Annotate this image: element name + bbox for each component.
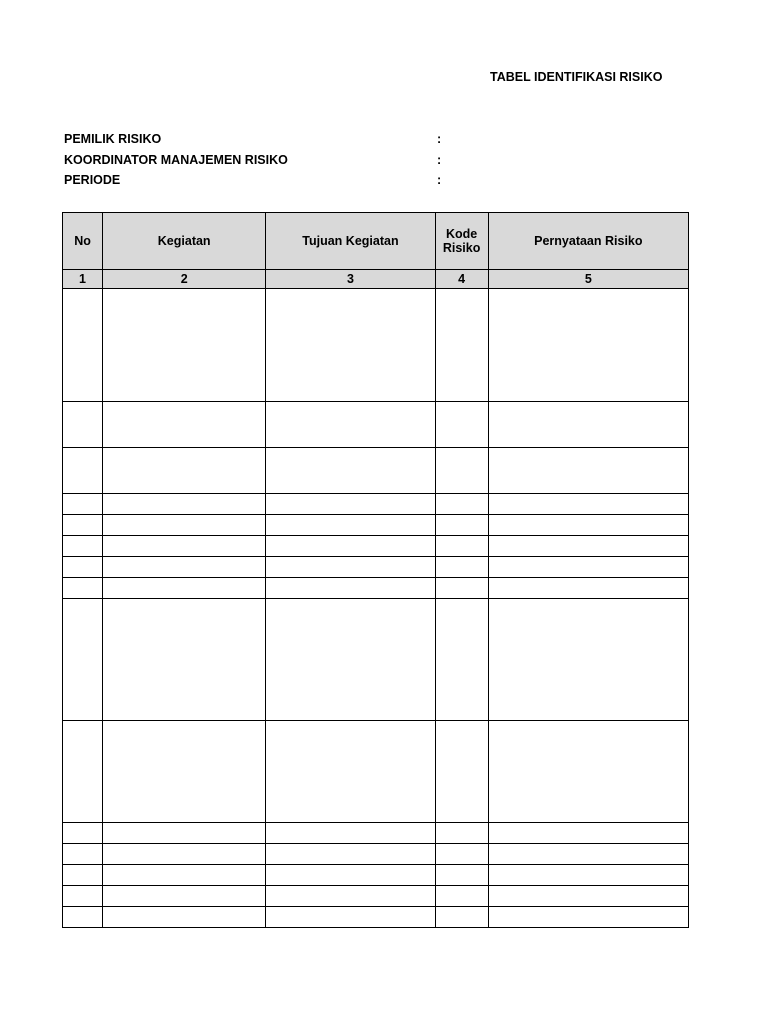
table-cell[interactable] <box>435 402 488 448</box>
table-row <box>63 494 689 515</box>
table-cell[interactable] <box>488 402 688 448</box>
table-header-row <box>63 213 689 270</box>
table-cell[interactable] <box>488 823 688 844</box>
table-cell[interactable] <box>435 515 488 536</box>
meta-row-koordinator <box>64 152 442 173</box>
table-cell[interactable] <box>63 907 103 928</box>
table-cell[interactable] <box>103 557 266 578</box>
table-cell[interactable] <box>266 557 435 578</box>
table-cell[interactable] <box>63 536 103 557</box>
header-no: No <box>63 213 103 270</box>
table-cell[interactable] <box>488 907 688 928</box>
table-cell[interactable] <box>488 721 688 823</box>
table-cell[interactable] <box>63 557 103 578</box>
table-cell[interactable] <box>488 599 688 721</box>
meta-label-periode: PERIODE <box>64 173 121 187</box>
header-pernyataan-risiko: Pernyataan Risiko <box>488 213 688 270</box>
table-cell[interactable] <box>63 448 103 494</box>
table-cell[interactable] <box>488 578 688 599</box>
table-cell[interactable] <box>63 823 103 844</box>
table-cell[interactable] <box>266 886 435 907</box>
column-number: 1 <box>63 270 103 289</box>
table-cell[interactable] <box>266 721 435 823</box>
table-cell[interactable] <box>266 578 435 599</box>
table-cell[interactable] <box>266 865 435 886</box>
table-cell[interactable] <box>266 536 435 557</box>
table-cell[interactable] <box>103 494 266 515</box>
table-cell[interactable] <box>103 886 266 907</box>
table-cell[interactable] <box>103 599 266 721</box>
table-cell[interactable] <box>435 578 488 599</box>
meta-label-pemilik-risiko: PEMILIK RISIKO <box>64 132 162 146</box>
table-cell[interactable] <box>63 886 103 907</box>
table-cell[interactable] <box>266 599 435 721</box>
table-row <box>63 578 689 599</box>
table-cell[interactable] <box>435 494 488 515</box>
table-cell[interactable] <box>103 865 266 886</box>
table-cell[interactable] <box>488 865 688 886</box>
table-cell[interactable] <box>103 402 266 448</box>
table-row <box>63 721 689 823</box>
table-cell[interactable] <box>63 578 103 599</box>
meta-colon: : <box>437 152 442 167</box>
table-cell[interactable] <box>266 289 435 402</box>
header-kegiatan: Kegiatan <box>103 213 266 270</box>
table-cell[interactable] <box>266 907 435 928</box>
table-cell[interactable] <box>488 536 688 557</box>
table-row <box>63 865 689 886</box>
meta-section <box>64 131 442 193</box>
table-cell[interactable] <box>435 536 488 557</box>
meta-row-pemilik-risiko <box>64 131 442 152</box>
table-cell[interactable] <box>435 599 488 721</box>
table-cell[interactable] <box>488 515 688 536</box>
table-cell[interactable] <box>488 289 688 402</box>
table-cell[interactable] <box>488 448 688 494</box>
table-cell[interactable] <box>103 721 266 823</box>
table-row <box>63 536 689 557</box>
meta-colon: : <box>437 132 442 146</box>
header-kode-risiko <box>435 213 488 270</box>
table-cell[interactable] <box>103 578 266 599</box>
table-cell[interactable] <box>103 907 266 928</box>
table-cell[interactable] <box>435 289 488 402</box>
risk-identification-table <box>62 212 689 928</box>
table-cell[interactable] <box>488 557 688 578</box>
column-number: 4 <box>435 270 488 289</box>
table-cell[interactable] <box>435 907 488 928</box>
column-number: 5 <box>488 270 688 289</box>
table-row <box>63 599 689 721</box>
table-cell[interactable] <box>266 515 435 536</box>
table-cell[interactable] <box>63 402 103 448</box>
table-cell[interactable] <box>63 515 103 536</box>
table-row <box>63 557 689 578</box>
meta-row-periode <box>64 172 442 193</box>
table-row <box>63 823 689 844</box>
table-row <box>63 402 689 448</box>
meta-label-koordinator: KOORDINATOR MANAJEMEN RISIKO <box>64 152 288 167</box>
table-cell[interactable] <box>266 844 435 865</box>
column-number: 2 <box>103 270 266 289</box>
meta-colon: : <box>437 173 442 187</box>
table-row <box>63 448 689 494</box>
table-cell[interactable] <box>103 448 266 494</box>
table-cell[interactable] <box>63 844 103 865</box>
table-row <box>63 844 689 865</box>
table-cell[interactable] <box>435 886 488 907</box>
table-row <box>63 907 689 928</box>
table-cell[interactable] <box>103 536 266 557</box>
table-cell[interactable] <box>488 844 688 865</box>
table-cell[interactable] <box>488 494 688 515</box>
table-cell[interactable] <box>266 402 435 448</box>
column-number-row <box>63 270 689 289</box>
table-row <box>63 886 689 907</box>
table-cell[interactable] <box>103 515 266 536</box>
table-cell[interactable] <box>103 289 266 402</box>
table-row <box>63 289 689 402</box>
table-cell[interactable] <box>266 494 435 515</box>
table-cell[interactable] <box>63 599 103 721</box>
table-cell[interactable] <box>63 865 103 886</box>
table-cell[interactable] <box>266 448 435 494</box>
table-cell[interactable] <box>435 865 488 886</box>
document-title: TABEL IDENTIFIKASI RISIKO <box>490 70 663 84</box>
table-cell[interactable] <box>266 823 435 844</box>
header-kode-risiko-line2: Risiko <box>442 241 481 255</box>
column-number: 3 <box>266 270 435 289</box>
table-cell[interactable] <box>435 823 488 844</box>
table-cell[interactable] <box>435 448 488 494</box>
table-cell[interactable] <box>103 823 266 844</box>
table-cell[interactable] <box>488 886 688 907</box>
table-row <box>63 515 689 536</box>
table-cell[interactable] <box>435 844 488 865</box>
header-kode-risiko-line1: Kode <box>445 227 478 241</box>
table-cell[interactable] <box>435 721 488 823</box>
table-cell[interactable] <box>63 721 103 823</box>
table-cell[interactable] <box>103 844 266 865</box>
header-tujuan-kegiatan: Tujuan Kegiatan <box>266 213 435 270</box>
table-cell[interactable] <box>63 494 103 515</box>
table-cell[interactable] <box>63 289 103 402</box>
table-cell[interactable] <box>435 557 488 578</box>
